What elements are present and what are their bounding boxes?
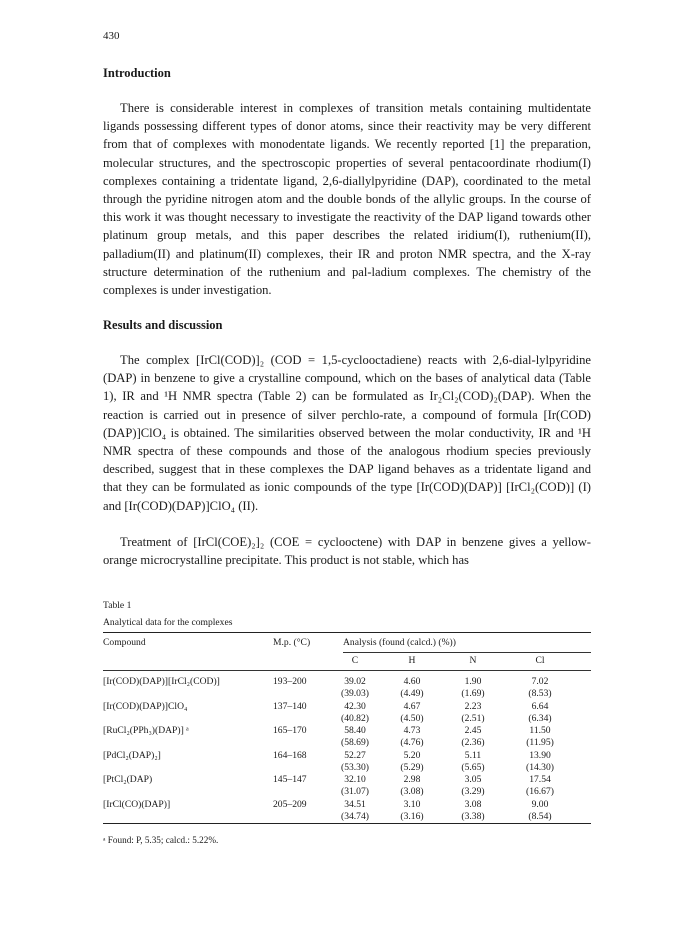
found-value: 11.50: [529, 725, 551, 736]
calcd-value: (1.69): [461, 688, 485, 699]
compound-name: [Ir(COD)(DAP)][IrCl₂(COD)]: [103, 676, 220, 687]
found-value: 5.11: [464, 749, 482, 761]
results-heading: Results and discussion: [103, 318, 223, 332]
melting-point: 164–168: [273, 749, 307, 761]
text-line: analytical data (Table 1), IR and ¹H NMR spectra (Table 2) can be formulated as: [103, 371, 592, 404]
calcd-value: (8.54): [528, 810, 552, 822]
calcd-value: (11.95): [526, 737, 554, 748]
text-line: may be very different from that of complexes with monodentate ligands. We: [103, 119, 591, 152]
text-line: ladium complexes. The chemistry of the complexes is under investigation.: [103, 264, 591, 298]
compound-name: [Ir(COD)(DAP)]ClO₄: [103, 700, 188, 712]
calcd-value: (40.82): [341, 712, 369, 724]
calcd-value: (4.76): [400, 737, 424, 748]
calcd-value: (16.67): [526, 786, 554, 797]
calcd-value: (34.74): [341, 810, 369, 822]
text-line: [IrCl₂(COD)] (I) and [Ir(COD)(DAP)]ClO₄ (II).: [103, 480, 591, 513]
text-line: NMR spectra, and the X-ray structure determination of the ruthenium and pal-: [103, 246, 591, 279]
header-n: N: [469, 655, 477, 666]
results-paragraph-1: [103, 351, 591, 515]
calcd-value: (8.53): [528, 688, 552, 699]
found-value: 5.20: [403, 749, 421, 761]
found-value: 13.90: [529, 749, 551, 761]
found-value: 9.00: [531, 798, 549, 810]
text-line: other platinum group metals, and this paper describes the related iridium(I),: [103, 210, 592, 243]
text-line: Treatment of [IrCl(COE)₂]₂ (COE = cyclooctene) with DAP in benzene gives a: [120, 535, 553, 549]
header-h: H: [408, 655, 416, 666]
found-value: 3.10: [403, 798, 421, 810]
compound-name: [RuCl₂(PPh₃)(DAP)] ᵃ: [103, 725, 189, 736]
text-line: There is considerable interest in complexes of transition metals containing: [120, 101, 529, 115]
found-value: 3.05: [464, 774, 482, 785]
text-line: nitrogen atom and the double bonds of the allylic groups. In the course of this work: [103, 192, 591, 225]
introduction-heading: Introduction: [103, 66, 171, 80]
header-mp: M.p. (°C): [273, 637, 311, 648]
table-header-rule: [103, 670, 591, 671]
melting-point: 145–147: [273, 774, 307, 785]
calcd-value: (39.03): [341, 688, 369, 699]
calcd-value: (4.50): [400, 712, 424, 724]
calcd-value: (14.30): [526, 761, 554, 773]
compound-name: [PdCl₂(DAP)₂]: [103, 749, 161, 761]
found-value: 52.27: [344, 749, 366, 761]
page-number: 430: [103, 30, 120, 42]
text-line: ruthenium(II), palladium(II) and platinum(II) complexes, their IR and proton: [103, 228, 591, 261]
found-value: 2.45: [464, 725, 482, 736]
table-title: Analytical data for the complexes: [103, 617, 233, 628]
found-value: 32.10: [344, 774, 366, 785]
calcd-value: (31.07): [341, 786, 369, 797]
found-value: 42.30: [344, 700, 366, 712]
calcd-value: (3.29): [461, 786, 485, 797]
text-line: recently reported [1] the preparation, molecular structures, and the spectroscopic: [103, 137, 591, 170]
header-cl: Cl: [535, 655, 545, 666]
calcd-value: (3.08): [400, 786, 424, 797]
text-line: rate, a compound of formula [Ir(COD)(DAP)]ClO₄ is obtained. The similarities: [103, 407, 592, 440]
found-value: 34.51: [344, 798, 366, 810]
found-value: 17.54: [529, 774, 551, 785]
calcd-value: (3.16): [400, 810, 424, 822]
melting-point: 137–140: [273, 700, 307, 712]
results-paragraph-2: [103, 533, 591, 569]
text-line: The complex [IrCl(COD)]₂ (COD = 1,5-cyclooctadiene) reacts with 2,6-dial-: [120, 353, 536, 367]
found-value: 4.60: [403, 676, 421, 687]
melting-point: 205–209: [273, 798, 307, 810]
calcd-value: (6.34): [528, 712, 552, 724]
found-value: 4.73: [403, 725, 421, 736]
calcd-value: (4.49): [400, 688, 424, 699]
found-value: 3.08: [464, 798, 482, 810]
calcd-value: (2.51): [461, 712, 485, 724]
text-line: ligand, 2,6-diallylpyridine (DAP), coordinated to the metal through the pyridine: [103, 173, 591, 207]
calcd-value: (5.65): [461, 761, 485, 773]
found-value: 58.40: [344, 725, 366, 736]
header-c: C: [351, 655, 359, 666]
calcd-value: (58.69): [341, 737, 369, 748]
table-top-rule: [103, 632, 591, 633]
text-line: observed between the molar conductivity, IR and ¹H NMR spectra of these: [103, 425, 592, 459]
text-line: Ir₂Cl₂(COD)₂(DAP). When the reaction is carried out in presence of silver perchlo-: [103, 389, 591, 422]
table-bottom-rule: [103, 823, 591, 824]
found-value: 39.02: [344, 676, 366, 687]
found-value: 2.98: [403, 774, 421, 785]
found-value: 4.67: [403, 700, 421, 712]
text-line: yellow-orange microcrystalline precipitate. This product is not stable, which has: [103, 535, 591, 568]
calcd-value: (2.36): [461, 737, 485, 748]
text-line: multidentate ligands possessing different types of donor atoms, since their reactivity: [103, 101, 591, 134]
table-sub-rule: [343, 652, 591, 653]
header-compound: Compound: [103, 637, 146, 648]
melting-point: 193–200: [273, 676, 307, 687]
found-value: 7.02: [531, 676, 549, 687]
calcd-value: (5.29): [400, 761, 424, 773]
header-analysis: Analysis (found (calcd.) (%)): [343, 637, 456, 648]
introduction-paragraph: [103, 99, 591, 299]
table-label: Table 1: [103, 600, 132, 611]
text-line: it was thought necessary to investigate the reactivity of the DAP ligand towards: [154, 210, 566, 225]
found-value: 6.64: [531, 700, 549, 712]
calcd-value: (3.38): [461, 810, 485, 822]
melting-point: 165–170: [273, 725, 307, 736]
text-line: suggest that in these complexes the DAP ligand behaves as a tridentate ligand and: [159, 462, 591, 477]
text-line: lylpyridine (DAP) in benzene to give a crystalline compound, which on the bases of: [103, 353, 591, 386]
compound-name: [IrCl(CO)(DAP)]: [103, 798, 171, 810]
compound-name: [PtCl₂(DAP): [103, 774, 153, 785]
calcd-value: (53.30): [341, 761, 369, 773]
table-footnote: ᵃ Found: P, 5.35; calcd.: 5.22%.: [103, 835, 219, 845]
found-value: 1.90: [464, 676, 482, 687]
found-value: 2.23: [464, 700, 482, 712]
text-line: compounds and those of the analogous rhodium species previously described,: [103, 444, 591, 477]
text-line: that they can be formulated as ionic compounds of the type [Ir(COD)(DAP)]: [103, 480, 507, 495]
text-line: properties of several pentacoordinate rhodium(I) complexes containing a tridentate: [103, 155, 592, 188]
